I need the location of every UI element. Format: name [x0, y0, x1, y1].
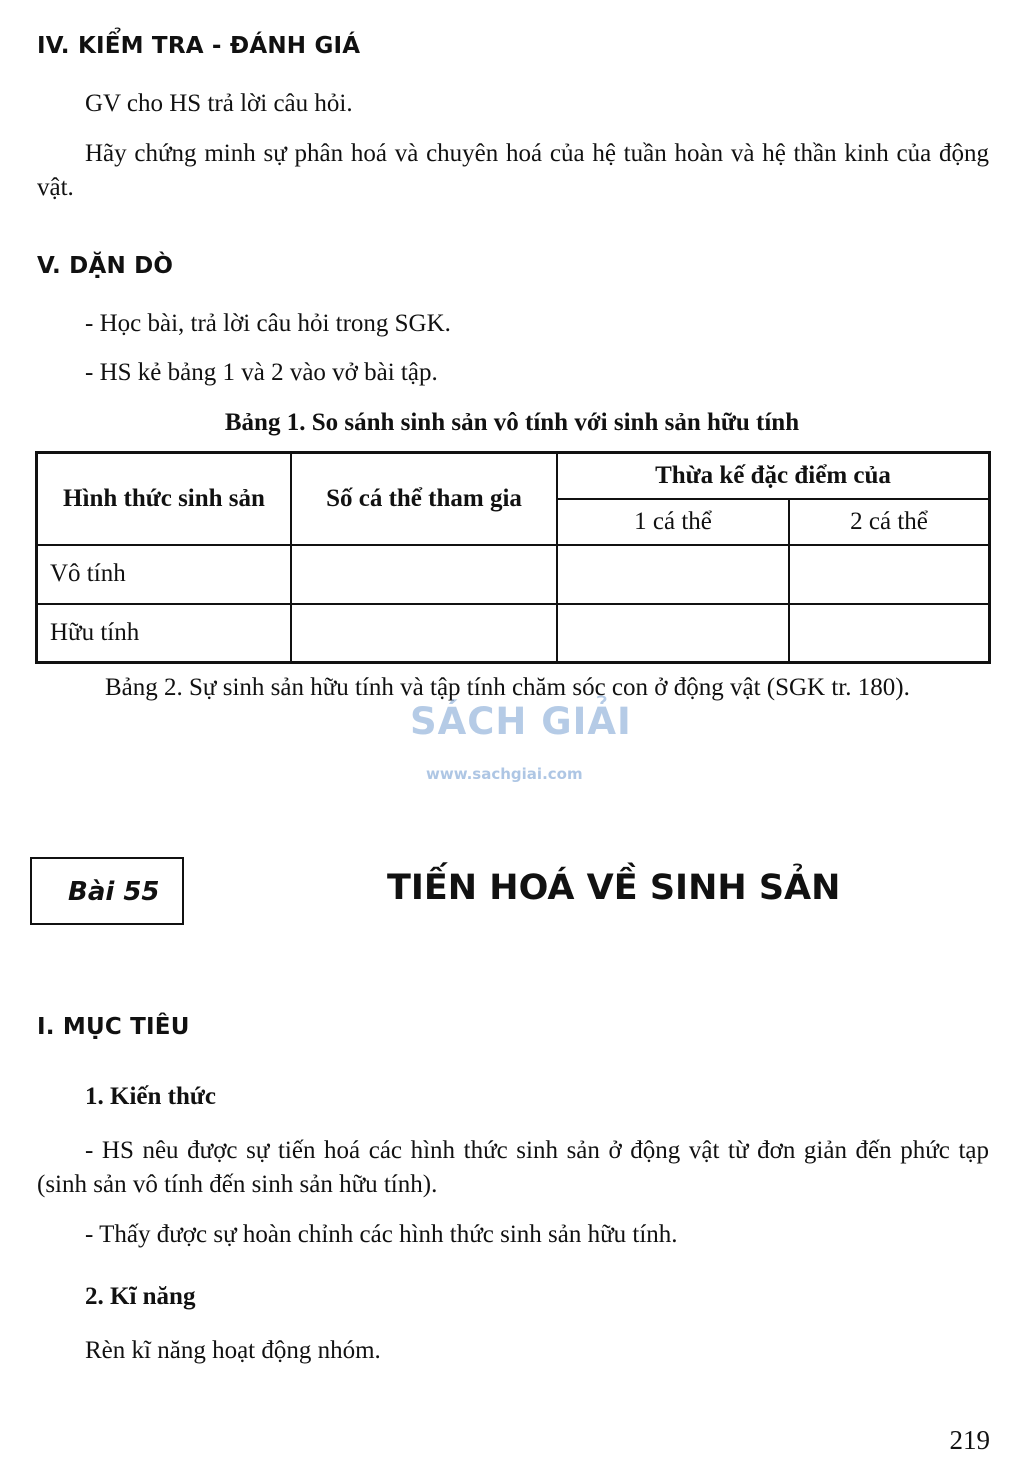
list-item: - HS nêu được sự tiến hoá các hình thức sinh sản ở động vật từ đơn giản đến phức tạp (sinh sản vô tính đến sinh sản hữu tính).	[37, 1137, 989, 1198]
table-cell	[291, 545, 557, 604]
table-cell	[789, 604, 990, 663]
table-cell	[557, 604, 789, 663]
watermark-logo: SÁCH GIẢI	[410, 700, 632, 743]
list-item: - Thấy được sự hoàn chỉnh các hình thức sinh sản hữu tính.	[85, 1221, 678, 1248]
table2-note: Bảng 2. Sự sinh sản hữu tính và tập tính chăm sóc con ở động vật (SGK tr. 180).	[105, 674, 910, 701]
section-heading-kiem-tra: IV. KIỂM TRA - ĐÁNH GIÁ	[37, 33, 361, 59]
table-header-cell: Thừa kế đặc điểm của	[557, 453, 990, 499]
lesson-number-box	[30, 857, 184, 925]
list-item: - Học bài, trả lời câu hỏi trong SGK.	[85, 310, 451, 337]
subheading-ki-nang: 2. Kĩ năng	[85, 1283, 196, 1310]
section-heading-dan-do: V. DẶN DÒ	[37, 253, 174, 279]
table-row-label: Hữu tính	[37, 604, 292, 663]
paragraph-ki-nang: Rèn kĩ năng hoạt động nhóm.	[85, 1337, 381, 1364]
comparison-table	[35, 451, 991, 664]
subheading-kien-thuc: 1. Kiến thức	[85, 1083, 216, 1110]
table-subheader-cell: 1 cá thể	[557, 499, 789, 545]
table-header-cell: Hình thức sinh sản	[37, 453, 292, 545]
table-row	[37, 604, 990, 663]
lesson-number: Bài 55	[68, 877, 160, 907]
lesson-title: TIẾN HOÁ VỀ SINH SẢN	[387, 868, 841, 908]
list-item: - HS kẻ bảng 1 và 2 vào vở bài tập.	[85, 359, 438, 386]
table-row	[37, 545, 990, 604]
table-subheader-cell: 2 cá thể	[789, 499, 990, 545]
table-header-cell: Số cá thể tham gia	[291, 453, 557, 545]
table1-caption: Bảng 1. So sánh sinh sản vô tính với sinh sản hữu tính	[224, 409, 800, 436]
paragraph-gv: GV cho HS trả lời câu hỏi.	[85, 90, 353, 117]
table-cell	[557, 545, 789, 604]
table-row-label: Vô tính	[37, 545, 292, 604]
watermark-url: www.sachgiai.com	[426, 765, 583, 783]
paragraph-question: Hãy chứng minh sự phân hoá và chuyên hoá của hệ tuần hoàn và hệ thần kinh của động vật.	[37, 140, 989, 201]
table-cell	[789, 545, 990, 604]
table-cell	[291, 604, 557, 663]
section-heading-muc-tieu: I. MỤC TIÊU	[37, 1014, 190, 1040]
page-number: 219	[949, 1425, 990, 1455]
